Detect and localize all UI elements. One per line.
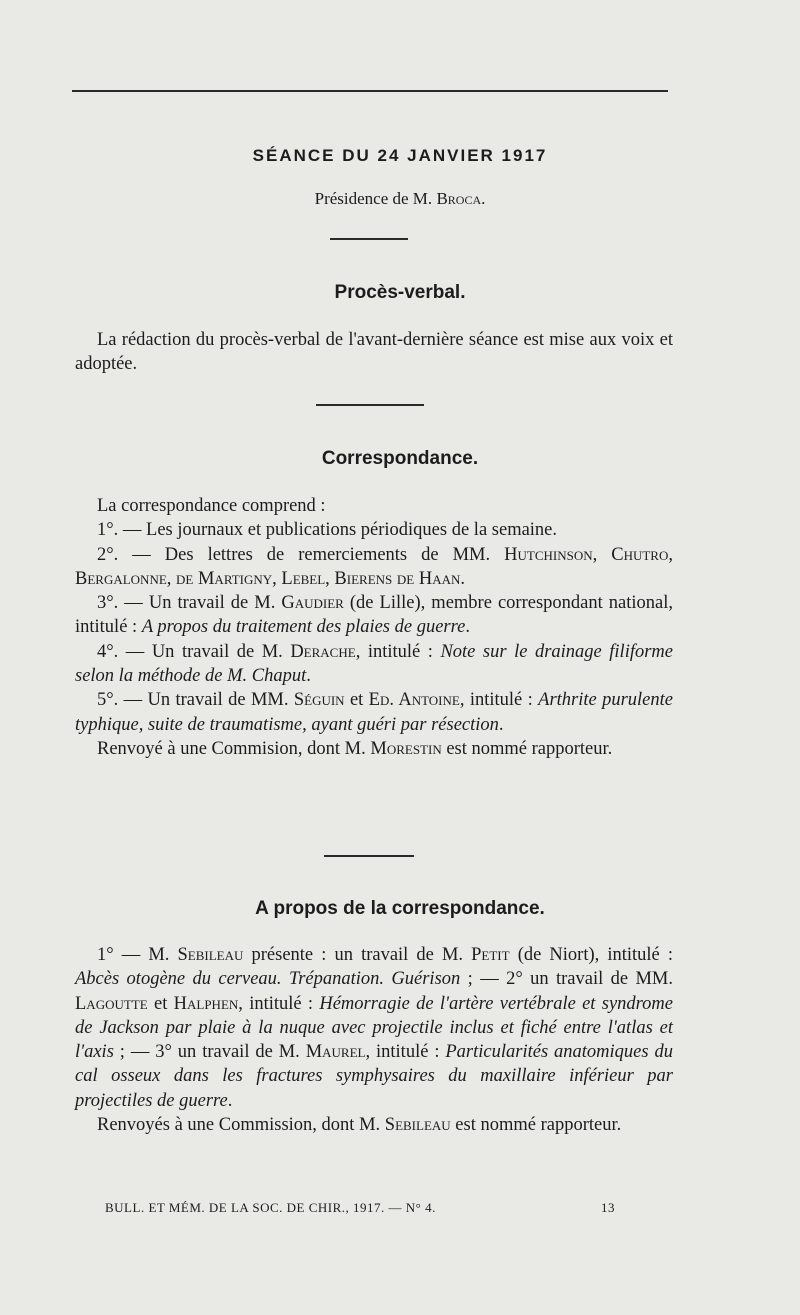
- separator-2: [316, 404, 424, 406]
- correspondance-item-2: 2°. — Des lettres de remerciements de MM. Hutchinson, Chutro, Bergalonne, de Martigny, Lebel, Bierens de Haan.: [75, 544, 673, 589]
- page-footer: [105, 1200, 615, 1216]
- page-number: 13: [601, 1200, 615, 1215]
- footer-citation: BULL. ET MÉM. DE LA SOC. DE CHIR., 1917. — N° 4.: [105, 1200, 436, 1215]
- correspondance-item-3: 3°. — Un travail de M. Gaudier (de Lille), membre correspondant national, intitulé : A propos du traitement des plaies de guerre.: [75, 593, 673, 638]
- top-rule: [72, 90, 668, 92]
- president-name: Broca: [436, 189, 482, 208]
- seance-title: SÉANCE DU 24 JANVIER 1917: [252, 146, 548, 165]
- a-propos-section: [75, 943, 673, 1137]
- correspondance-section: [75, 494, 673, 761]
- correspondance-item-4: 4°. — Un travail de M. Derache, intitulé : Note sur le drainage filiforme selon la méthode de M. Chaput.: [75, 641, 673, 687]
- separator-1: [330, 238, 408, 240]
- correspondance-intro: La correspondance comprend :: [97, 496, 326, 516]
- correspondance-item-5: 5°. — Un travail de MM. Séguin et Ed. Antoine, intitulé : Arthrite purulente typhique, suite de traumatisme, ayant guéri par résection.: [75, 690, 673, 735]
- proces-verbal-paragraph: La rédaction du procès-verbal de l'avant-dernière séance est mise aux voix et adoptée.: [75, 330, 673, 375]
- a-propos-paragraph: 1° — M. Sebileau présente : un travail de M. Petit (de Niort), intitulé : Abcès otogène du cerveau. Trépanation. Guérison ; — 2° un travail de MM. Lagoutte et Halphen, intitulé : Hémorragie de l'artère vertébrale et syndrome de Jackson par plaie à la nuque avec projectile inclus et fiché entre l'atlas et l'axis ; — 3° un travail de M. Maurel, intitulé : Particularités anatomiques du cal osseux dans les fractures symphysaires du maxillaire inférieur par projectiles de guerre.: [75, 945, 673, 1111]
- a-propos-heading: A propos de la correspondance.: [255, 898, 545, 919]
- a-propos-renvoi: Renvoyés à une Commission, dont M. Sebileau est nommé rapporteur.: [97, 1115, 622, 1136]
- correspondance-heading: Correspondance.: [321, 448, 479, 469]
- separator-3: [324, 855, 414, 857]
- presidence-line: Présidence de M. Broca.: [314, 189, 486, 208]
- correspondance-item-1: 1°. — Les journaux et publications périodiques de la semaine.: [97, 520, 558, 541]
- correspondance-renvoi: Renvoyé à une Commision, dont M. Morestin est nommé rapporteur.: [97, 738, 613, 759]
- proces-verbal-heading: Procès-verbal.: [334, 282, 466, 303]
